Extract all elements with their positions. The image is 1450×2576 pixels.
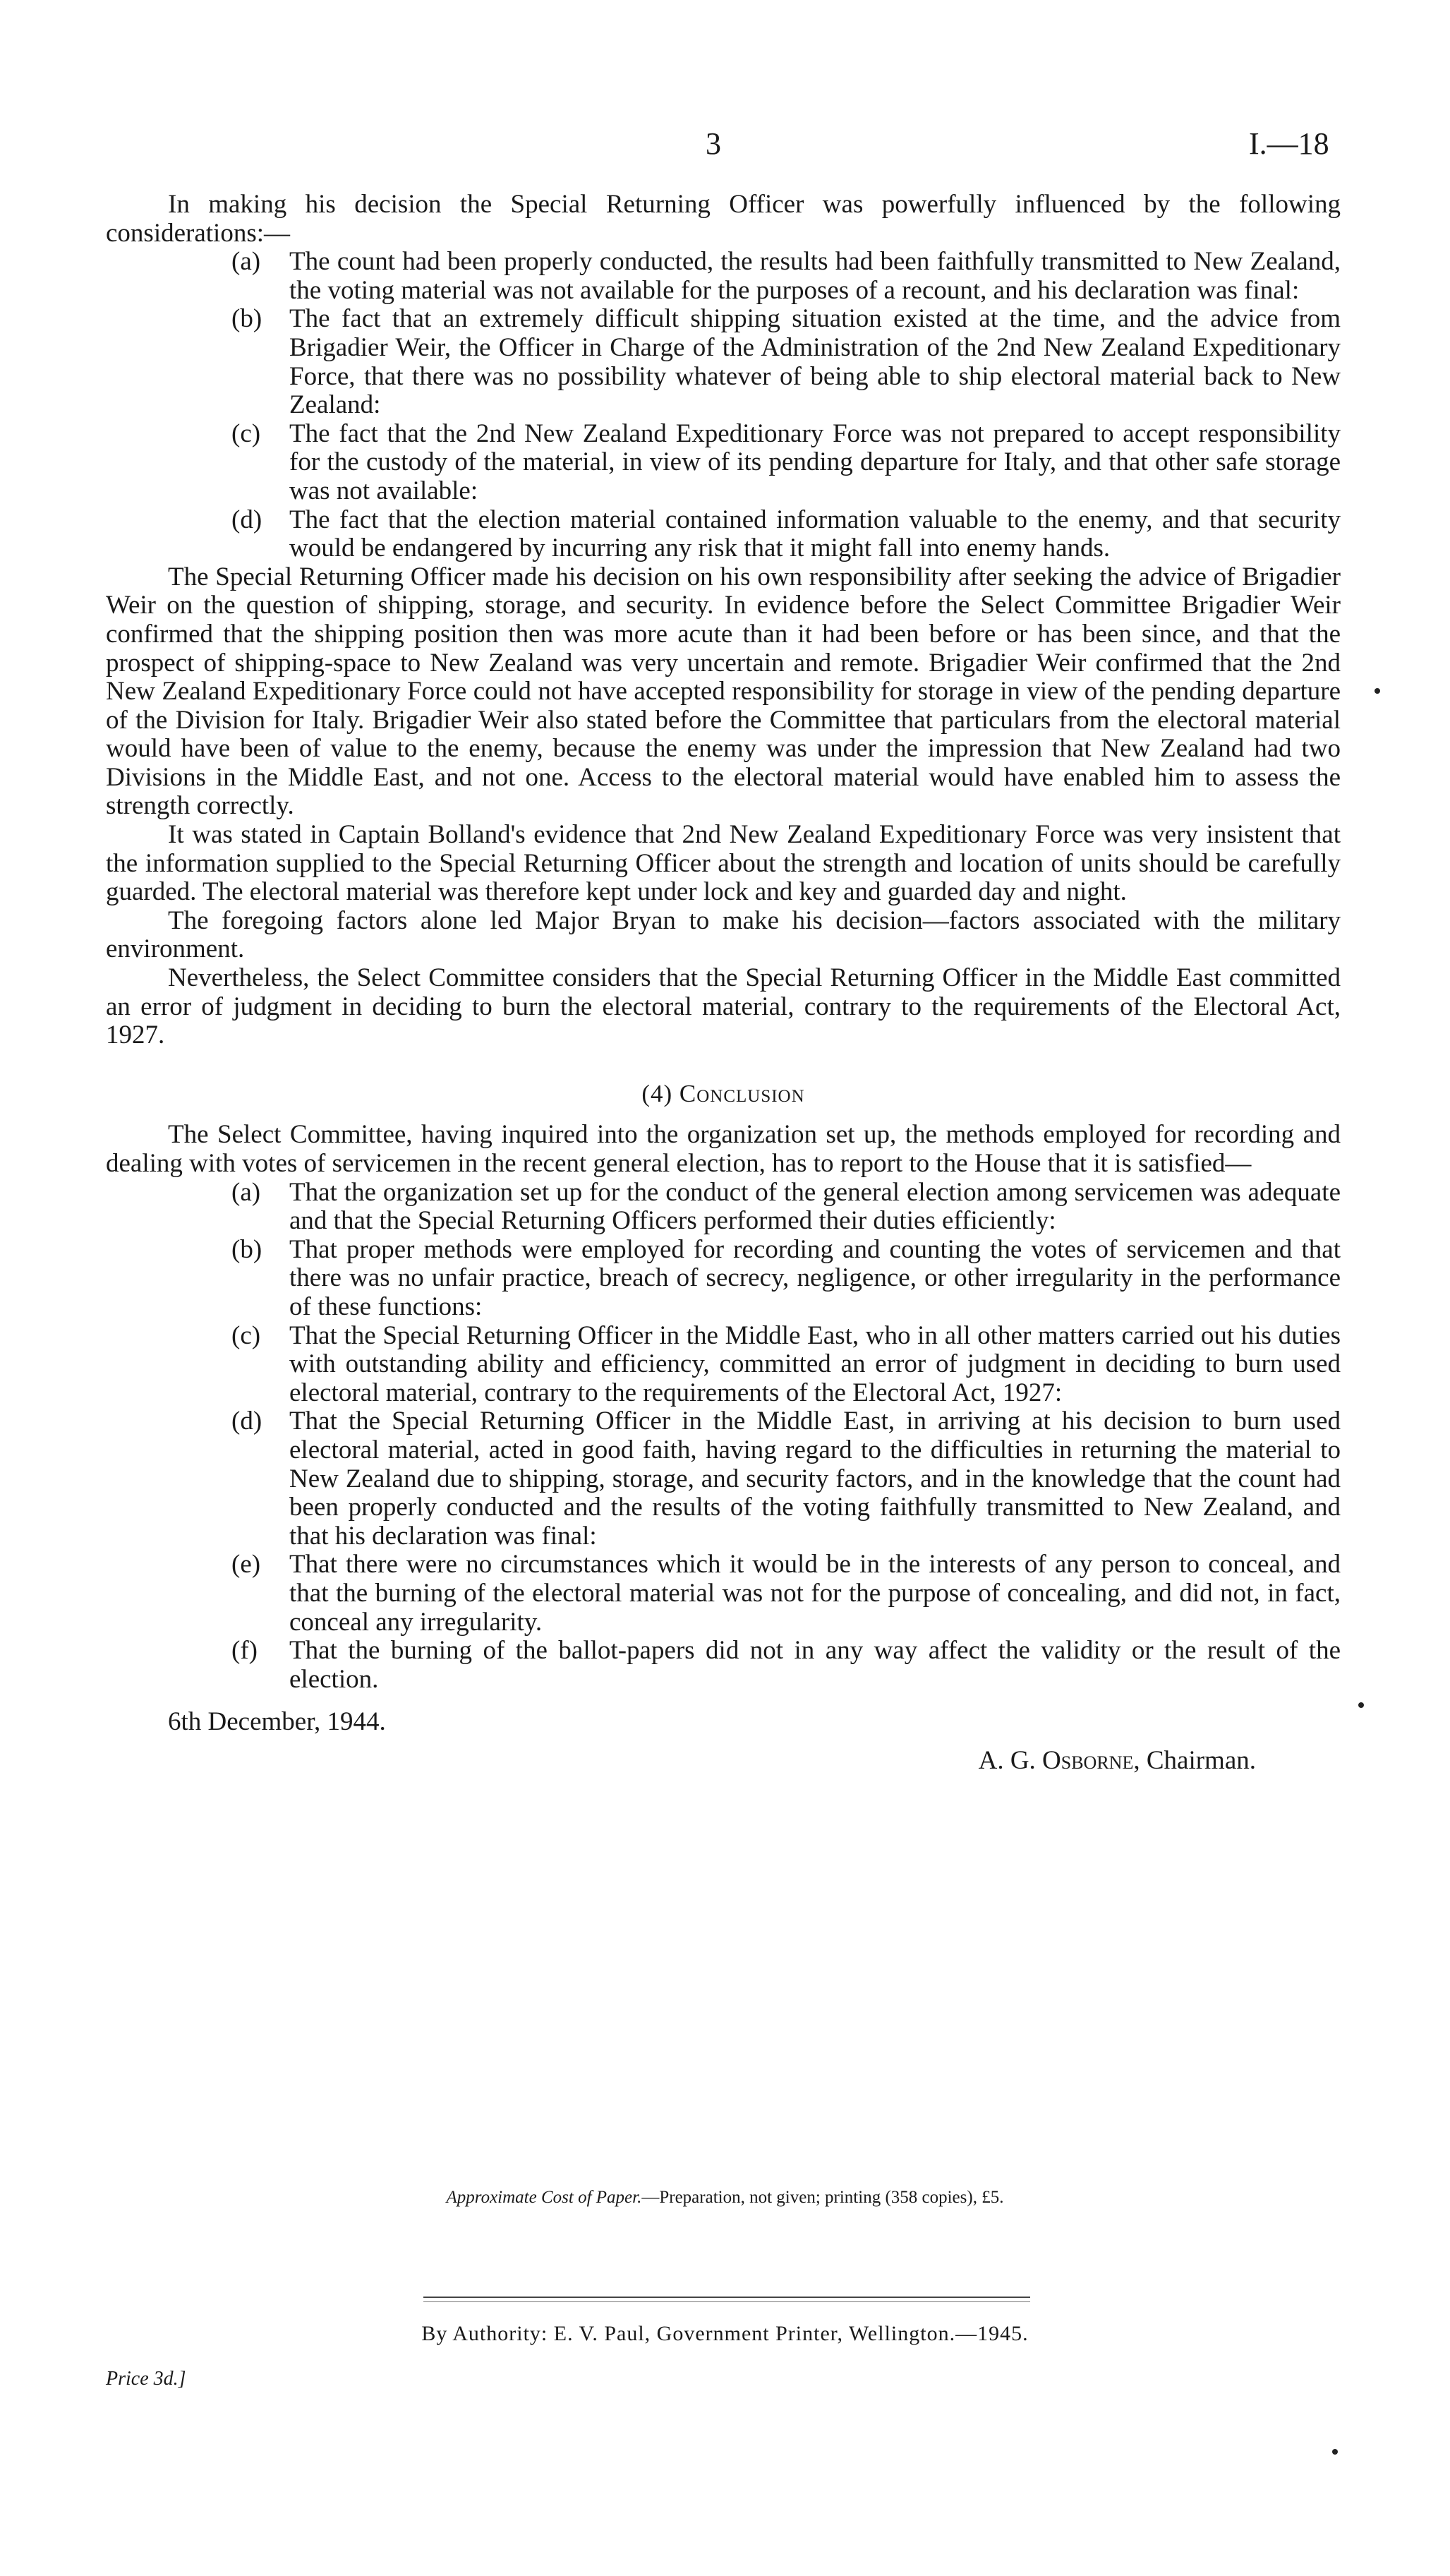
price-label: Price 3d.] (106, 2368, 186, 2390)
item-marker: (a) (231, 247, 261, 277)
item-marker: (c) (231, 1320, 261, 1350)
conclusion-intro: The Select Committee, having inquired into the organization set up, the methods employed for recording and dealing with votes of servicemen in the recent general election, has to report to the House that it is satisfied— (106, 1120, 1341, 1178)
body-paragraph: It was stated in Captain Bolland's evidence that 2nd New Zealand Expeditionary Force was very insistent that the information supplied to the Special Returning Officer about the strength and location of units should be carefully guarded. The electoral material was therefore kept under lock and key and guarded day and night. (106, 820, 1341, 907)
item-marker: (f) (231, 1636, 258, 1666)
footer-rule-thin (423, 2301, 1030, 2302)
considerations-list (106, 248, 1341, 563)
report-body (106, 191, 1341, 1775)
intro-paragraph: In making his decision the Special Returning Officer was powerfully influenced by the following considerations:— (106, 190, 1341, 248)
section-number: (4) (641, 1079, 673, 1107)
item-text: The fact that the 2nd New Zealand Expeditionary Force was not prepared to accept responsibility for the custody of the material, in view of its pending departure for Italy, and that other safe storage was not available: (289, 419, 1341, 505)
conclusion-item (106, 1322, 1341, 1408)
item-marker: (d) (231, 505, 262, 534)
footer-rule (423, 2297, 1030, 2298)
item-marker: (e) (231, 1550, 261, 1579)
scan-speck (1375, 688, 1380, 694)
section-heading (106, 1080, 1341, 1109)
item-marker: (b) (231, 1234, 262, 1264)
cost-text: —Preparation, not given; printing (358 copies), £5. (641, 2188, 1004, 2207)
body-paragraph: Nevertheless, the Select Committee considers that the Special Returning Officer in the Middle East committed an error of judgment in deciding to burn the electoral material, contrary to the requirements of the Electoral Act, 1927. (106, 963, 1341, 1050)
page-number: 3 (706, 126, 721, 161)
report-date: 6th December, 1944. (168, 1707, 386, 1737)
conclusion-list (106, 1179, 1341, 1695)
conclusion-item (106, 1551, 1341, 1637)
conclusion-item (106, 1236, 1341, 1322)
item-marker: (a) (231, 1177, 261, 1207)
signatory-title: Chairman. (1146, 1745, 1256, 1775)
item-marker: (d) (231, 1407, 262, 1436)
body-paragraph: The foregoing factors alone led Major Bryan to make his decision—factors associated with the military environment. (106, 905, 1341, 964)
scan-speck (1332, 2449, 1338, 2455)
item-text: That the burning of the ballot-papers did not in any way affect the validity or the result of the election. (289, 1636, 1341, 1694)
item-text: That the Special Returning Officer in the Middle East, in arriving at his decision to burn used electoral material, acted in good faith, having regard to the difficulties in returning the material to New Zealand due to shipping, storage, and security factors, and in the knowledge that the count had been properly conducted and the results of the voting faithfully transmitted to New Zealand, and that his declaration was final: (289, 1407, 1341, 1551)
conclusion-item (106, 1637, 1341, 1694)
signature-block (106, 1747, 1341, 1776)
conclusion-item (106, 1407, 1341, 1551)
item-marker: (c) (231, 419, 261, 448)
item-text: The count had been properly conducted, the results had been faithfully transmitted to New Zealand, the voting material was not available for the purposes of a recount, and his declaration was final: (289, 247, 1341, 305)
page-header (0, 126, 1450, 168)
cost-label: Approximate Cost of Paper. (446, 2188, 642, 2207)
item-text: That the Special Returning Officer in the Middle East, who in all other matters carried out his duties with outstanding ability and efficiency, committed an error of judgment in deciding to burn used electoral material, contrary to the requirements of the Electoral Act, 1927: (289, 1320, 1341, 1407)
item-text: The fact that the election material contained information valuable to the enemy, and that security would be endangered by incurring any risk that it might fall into enemy hands. (289, 505, 1341, 563)
consideration-item (106, 420, 1341, 506)
item-text: That the organization set up for the conduct of the general election among servicemen was adequate and that the Special Returning Officers performed their duties efficiently: (289, 1177, 1341, 1236)
printer-authority: By Authority: E. V. Paul, Government Printer, Wellington.—1945. (421, 2322, 1029, 2345)
cost-of-paper (0, 2188, 1450, 2208)
item-text: That there were no circumstances which it would be in the interests of any person to conceal, and that the burning of the electoral material was not for the purpose of concealing, and did not, in fact, conceal any irregularity. (289, 1550, 1341, 1637)
section-title: Conclusion (679, 1079, 805, 1107)
consideration-item (106, 305, 1341, 419)
body-paragraph: The Special Returning Officer made his decision on his own responsibility after seeking the advice of Brigadier Weir on the question of shipping, storage, and security. In evidence before the Select Committee Brigadier Weir confirmed that the shipping position then was more acute than it had been before or has been since, and that the prospect of shipping-space to New Zealand was very uncertain and remote. Brigadier Weir confirmed that the 2nd New Zealand Expeditionary Force could not have accepted responsibility for storage in view of the pending departure of the Division for Italy. Brigadier Weir also stated before the Committee that particulars from the electoral material would have been of value to the enemy, because the enemy was under the impression that New Zealand had two Divisions in the Middle East, and not one. Access to the electoral material would have enabled him to assess the strength correctly. (106, 562, 1341, 821)
consideration-item (106, 506, 1341, 563)
item-text: That proper methods were employed for recording and counting the votes of servicemen and that there was no unfair practice, breach of secrecy, negligence, or other irregularity in the performance of these functions: (289, 1234, 1341, 1321)
conclusion-item (106, 1179, 1341, 1236)
item-marker: (b) (231, 304, 262, 334)
item-text: The fact that an extremely difficult shipping situation existed at the time, and the advice from Brigadier Weir, the Officer in Charge of the Administration of the 2nd New Zealand Expeditionary Force, that there was no possibility whatever of being able to ship electoral material back to New Zealand: (289, 304, 1341, 420)
scan-speck (1358, 1702, 1364, 1708)
paper-reference: I.—18 (1249, 126, 1329, 161)
signatory-name: A. G. Osborne, (978, 1745, 1140, 1775)
consideration-item (106, 248, 1341, 305)
